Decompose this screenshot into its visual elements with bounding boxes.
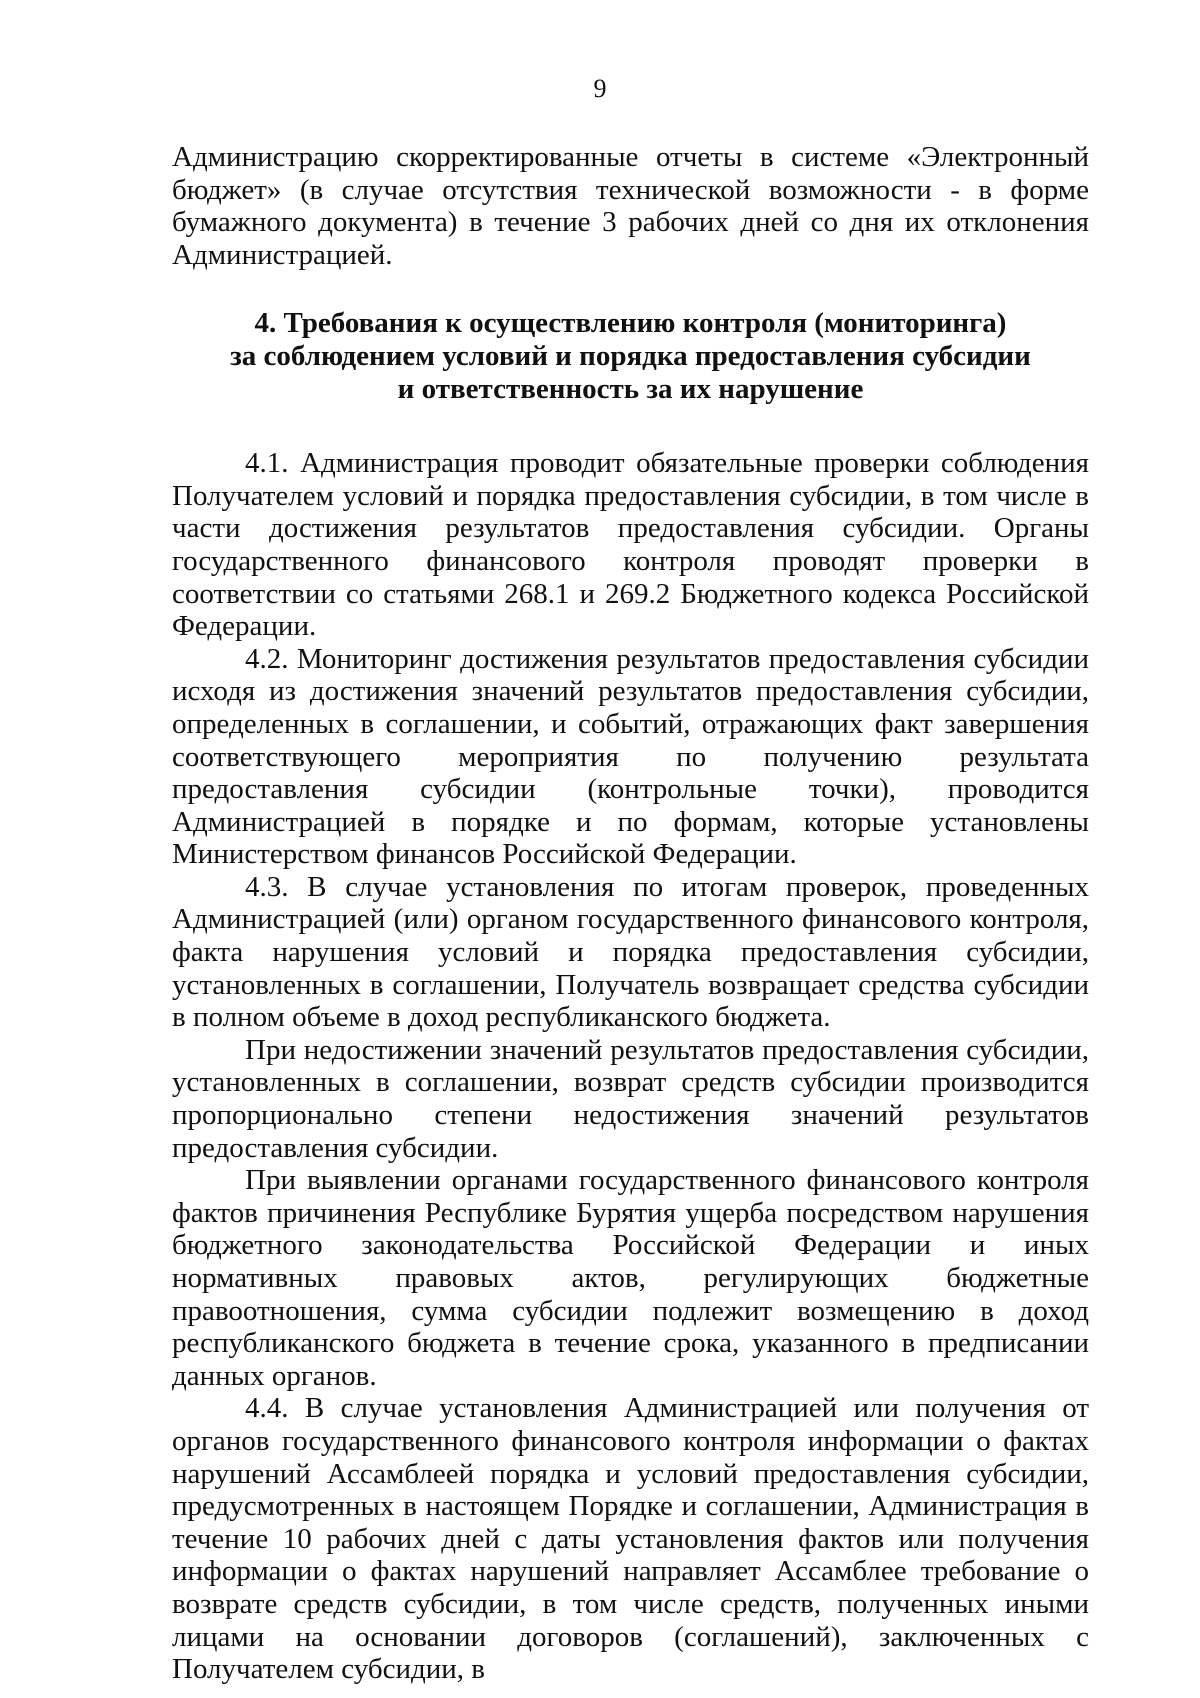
paragraph-4-4: 4.4. В случае установления Администрацией или получения от органов государственного финансового контроля информации о фактах нарушений Ассамблеей порядка и условий предоставления субсидии, предусмотренных в настоящем Порядке и соглашении, Администрация в течение 10 рабочих дней с даты установления фактов или получения информации о фактах нарушений направляет Ассамблее требование о возврате средств субсидии, в том числе средств, полученных иными лицами на основании договоров (соглашений), заключенных с Получателем субсидии, в: [172, 1392, 1089, 1686]
spacer: [172, 271, 1089, 307]
spacer: [172, 405, 1089, 447]
section-heading: [172, 307, 1089, 405]
paragraph-4-1: 4.1. Администрация проводит обязательные проверки соблюдения Получателем условий и порядка предоставления субсидии, в том числе в части достижения результатов предоставления субсидии. Органы государственного финансового контроля проводят проверки в соответствии со статьями 268.1 и 269.2 Бюджетного кодекса Российской Федерации.: [172, 447, 1089, 643]
document-body: [172, 141, 1089, 1686]
section-heading-line-2: за соблюдением условий и порядка предоставления субсидии: [230, 339, 1031, 372]
section-heading-line-1: 4. Требования к осуществлению контроля (мониторинга): [254, 307, 1007, 340]
page-number: 9: [593, 74, 607, 103]
paragraph-damage-compensation: При выявлении органами государственного финансового контроля фактов причинения Республике Бурятия ущерба посредством нарушения бюджетного законодательства Российской Федерации и иных нормативных правовых актов, регулирующих бюджетные правоотношения, сумма субсидии подлежит возмещению в доход республиканского бюджета в течение срока, указанного в предписании данных органов.: [172, 1164, 1089, 1392]
intro-paragraph: Администрацию скорректированные отчеты в системе «Электронный бюджет» (в случае отсутствия технической возможности - в форме бумажного документа) в течение 3 рабочих дней со дня их отклонения Администрацией.: [172, 141, 1089, 271]
paragraph-non-achievement: При недостижении значений результатов предоставления субсидии, установленных в соглашении, возврат средств субсидии производится пропорционально степени недостижения значений результатов предоставления субсидии.: [172, 1033, 1089, 1164]
section-heading-line-3: и ответственность за их нарушение: [397, 372, 864, 405]
paragraph-4-3: 4.3. В случае установления по итогам проверок, проведенных Администрацией (или) органом государственного финансового контроля, факта нарушения условий и порядка предоставления субсидии, установленных в соглашении, Получатель возвращает средства субсидии в полном объеме в доход республиканского бюджета.: [172, 870, 1089, 1034]
paragraph-4-2: 4.2. Мониторинг достижения результатов предоставления субсидии исходя из достижения значений результатов предоставления субсидии, определенных в соглашении, и событий, отражающих факт завершения соответствующего мероприятия по получению результата предоставления субсидии (контрольные точки), проводится Администрацией в порядке и по формам, которые установлены Министерством финансов Российской Федерации.: [172, 642, 1089, 871]
